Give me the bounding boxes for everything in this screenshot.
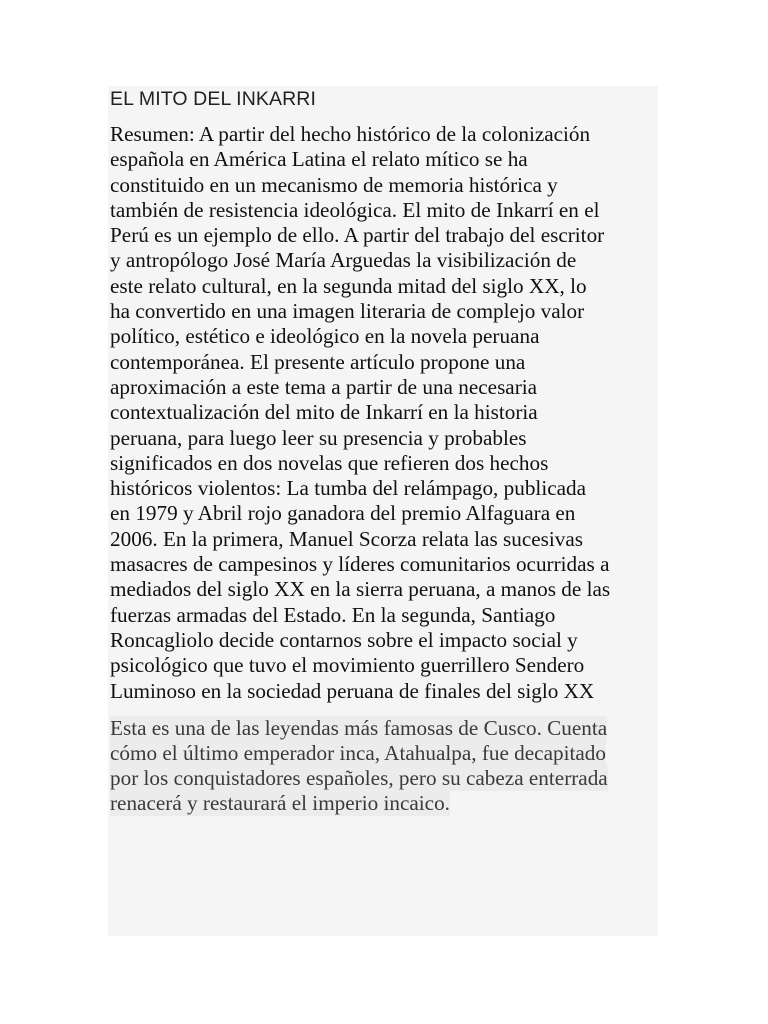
abstract-line: aproximación a este tema a partir de una necesaria	[110, 374, 538, 399]
abstract-line: significados en dos novelas que refieren dos hechos	[110, 450, 549, 475]
abstract-line: contemporánea. El presente artículo propone una	[110, 349, 526, 374]
abstract-line: también de resistencia ideológica. El mito de Inkarrí en el	[110, 197, 600, 222]
abstract-line: 2006. En la primera, Manuel Scorza relata las sucesivas	[110, 526, 584, 551]
abstract-line: psicológico que tuvo el movimiento guerrillero Sendero	[110, 653, 585, 678]
abstract-line: constituido en un mecanismo de memoria histórica y	[110, 172, 558, 197]
abstract-line: Resumen: A partir del hecho histórico de la colonización	[110, 122, 591, 146]
abstract-line: históricos violentos: La tumba del relámpago, publicada	[110, 476, 587, 501]
legend-line: cómo el último emperador inca, Atahualpa, fue decapitado	[110, 741, 606, 765]
abstract-line: ha convertido en una imagen literaria de complejo valor	[110, 299, 585, 324]
legend-line: renacerá y restaurará el imperio incaico.	[110, 791, 450, 815]
abstract-line: masacres de campesinos y líderes comunitarios ocurridas a	[110, 552, 610, 577]
abstract-line: y antropólogo José María Arguedas la visibilización de	[110, 248, 577, 273]
legend-line: Esta es una de las leyendas más famosas de Cusco. Cuenta	[110, 716, 608, 740]
abstract-line: político, estético e ideológico en la novela peruana	[110, 324, 540, 349]
abstract-line: española en América Latina el relato mítico se ha	[110, 147, 528, 172]
abstract-line: este relato cultural, en la segunda mitad del siglo XX, lo	[110, 273, 587, 298]
legend-paragraph	[110, 716, 660, 816]
abstract-line: peruana, para luego leer su presencia y probables	[110, 425, 527, 450]
abstract-line: Roncagliolo decide contarnos sobre el impacto social y	[110, 627, 578, 652]
abstract-line: Luminoso en la sociedad peruana de finales del siglo XX	[110, 678, 595, 703]
legend-line: por los conquistadores españoles, pero su cabeza enterrada	[110, 766, 608, 790]
abstract-line: en 1979 y Abril rojo ganadora del premio Alfaguara en	[110, 501, 576, 526]
abstract-line: contextualización del mito de Inkarrí en la historia	[110, 400, 538, 425]
document-title: EL MITO DEL INKARRI	[110, 88, 316, 110]
abstract-paragraph	[110, 122, 670, 704]
abstract-line: Perú es un ejemplo de ello. A partir del trabajo del escritor	[110, 223, 605, 248]
abstract-line: mediados del siglo XX en la sierra peruana, a manos de las	[110, 577, 611, 602]
abstract-line: fuerzas armadas del Estado. En la segunda, Santiago	[110, 602, 556, 627]
